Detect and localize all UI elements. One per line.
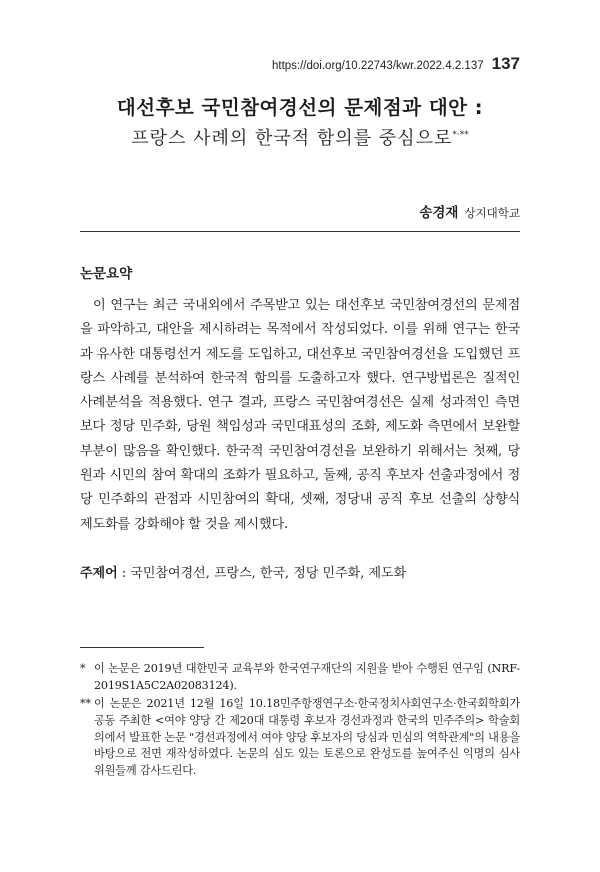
- title-divider: [80, 231, 520, 232]
- keywords-label: 주제어: [80, 566, 118, 581]
- footnote-divider: [80, 647, 204, 648]
- abstract-heading: 논문요약: [80, 266, 133, 282]
- footnote-2: [80, 696, 520, 780]
- keywords-separator: :: [117, 566, 131, 581]
- paper-title: 대선후보 국민참여경선의 문제점과 대안 :: [116, 96, 484, 119]
- keywords-text: 국민참여경선, 프랑스, 한국, 정당 민주화, 제도화: [130, 566, 407, 581]
- page-number: 137: [491, 54, 520, 73]
- subtitle-text: 프랑스 사례의 한국적 함의를 중심으로: [131, 128, 453, 149]
- footnote-text: 이 논문은 2019년 대한민국 교육부와 한국연구재단의 지원을 받아 수행된 연구임 (NRF-2019S1A5C2A02083124).: [94, 662, 520, 692]
- footnote-mark: **: [80, 697, 91, 710]
- doi-link[interactable]: https://doi.org/10.22743/kwr.2022.4.2.137: [271, 60, 484, 72]
- keywords: [80, 562, 520, 581]
- author-affiliation: 상지대학교: [464, 206, 520, 220]
- running-header: [272, 54, 520, 74]
- author-name: 송경재: [419, 205, 459, 221]
- footnote-mark: *: [80, 662, 86, 675]
- abstract-body: 이 연구는 최근 국내외에서 주목받고 있는 대선후보 국민참여경선의 문제점을 파악하고, 대안을 제시하려는 목적에서 작성되었다. 이를 위해 연구는 한국과 유사한 대통령선거 제도를 도입하고, 대선후보 국민참여경선을 도입했던 프랑스 사례를 분석하여 한국적 함의를 도출하고자 했다. 연구방법론은 질적인 사례분석을 적용했다. 연구 결과, 프랑스 국민참여경선은 실제 성과적인 측면보다 정당 민주화, 당원 책임성과 국민대표성의 조화, 제도화 측면에서 보완할 부분이 많음을 확인했다. 한국적 국민참여경선을 보완하기 위해서는 첫째, 당원과 시민의 참여 확대의 조화가 필요하고, 둘째, 공직 후보자 선출과정에서 정당 민주화의 관점과 시민참여의 확대, 셋째, 정당내 공직 후보 선출의 상향식 제도화를 강화해야 할 것을 제시했다.: [80, 298, 520, 532]
- author-block: [419, 201, 520, 221]
- title-footnote-marks: *·**: [452, 130, 469, 140]
- footnote-1: [80, 661, 520, 695]
- paper-subtitle: [0, 124, 600, 150]
- footnote-text: 이 논문은 2021년 12월 16일 10.18민주항쟁연구소·한국정치사회연구소·한국회학회가 공동 주최한 <여야 양당 간 제20대 대통령 후보자 경선과정과 한국의 민주주의> 학술회의에서 발표한 논문 "경선과정에서 여야 양당 후보자의 당심과 민심의 역학관계"의 내용을 바탕으로 전면 재작성하였다. 논문의 심도 있는 토론으로 완성도를 높여주신 익명의 심사위원들께 감사드린다.: [94, 697, 520, 778]
